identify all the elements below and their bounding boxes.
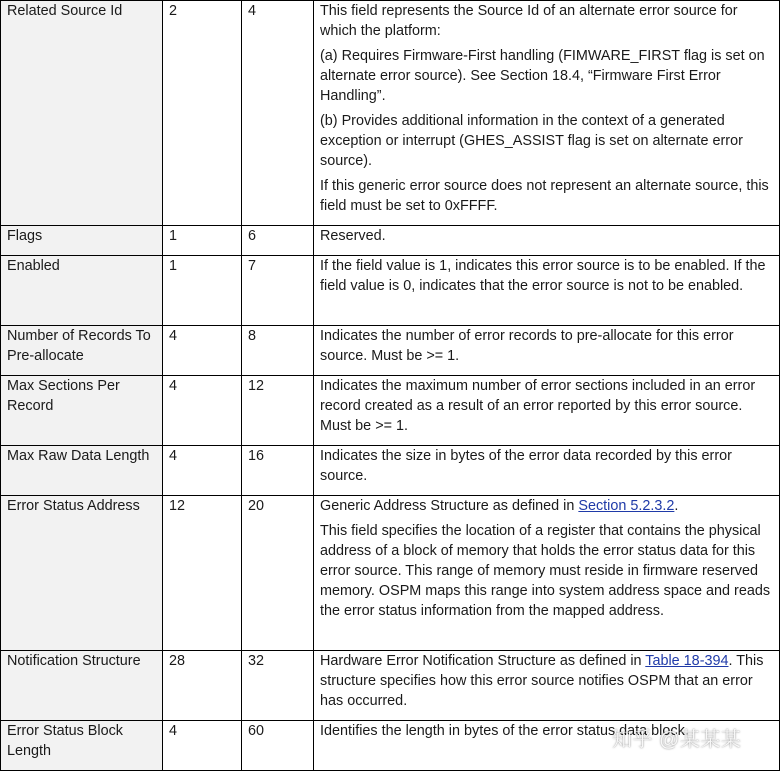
watermark: 知乎 @某某某	[612, 729, 742, 751]
field-description	[314, 651, 780, 721]
table-row	[1, 256, 780, 326]
field-name: Max Sections Per Record	[1, 376, 163, 446]
byte-length: 4	[163, 721, 242, 771]
byte-length: 4	[163, 376, 242, 446]
table-row	[1, 446, 780, 496]
description-paragraph: If the field value is 1, indicates this error source is to be enabled. If the field value is 0, indicates that the error source is not to be enabled.	[320, 258, 766, 294]
byte-offset: 7	[242, 256, 314, 326]
field-description	[314, 376, 780, 446]
description-text: Generic Address Structure as defined in	[320, 498, 579, 514]
byte-offset: 60	[242, 721, 314, 771]
field-name: Related Source Id	[1, 1, 163, 226]
byte-offset: 8	[242, 326, 314, 376]
section-link[interactable]: Section 5.2.3.2	[578, 498, 675, 514]
byte-offset: 16	[242, 446, 314, 496]
description-paragraph: (b) Provides additional information in the context of a generated exception or interrupt (GHES_ASSIST flag is set on alternate error source).	[320, 113, 743, 169]
byte-length: 4	[163, 326, 242, 376]
byte-length: 28	[163, 651, 242, 721]
byte-offset: 20	[242, 496, 314, 651]
field-description	[314, 326, 780, 376]
description-paragraph: Indicates the number of error records to pre-allocate for this error source. Must be >= 1.	[320, 328, 734, 364]
table-link[interactable]: Table 18-394	[645, 653, 729, 669]
description-paragraph: Indicates the size in bytes of the error data recorded by this error source.	[320, 448, 732, 484]
description-paragraph: If this generic error source does not represent an alternate source, this field must be set to 0xFFFF.	[320, 178, 769, 214]
byte-length: 1	[163, 226, 242, 256]
field-name: Enabled	[1, 256, 163, 326]
byte-offset: 4	[242, 1, 314, 226]
description-paragraph: This field specifies the location of a register that contains the physical address of a block of memory that holds the error status data for this error source. This range of memory must reside in firmware reserved memory. OSPM maps this range into system address space and reads the error status information from the mapped address.	[320, 523, 771, 619]
byte-length: 1	[163, 256, 242, 326]
field-description	[314, 496, 780, 651]
description-paragraph: This field represents the Source Id of an alternate error source for which the platform:	[320, 3, 738, 39]
field-description	[314, 446, 780, 496]
table-row	[1, 226, 780, 256]
field-description	[314, 256, 780, 326]
field-name: Notification Structure	[1, 651, 163, 721]
description-paragraph: Reserved.	[320, 228, 386, 244]
byte-length: 12	[163, 496, 242, 651]
field-description	[314, 1, 780, 226]
description-text: .	[674, 498, 679, 514]
field-name: Error Status Block Length	[1, 721, 163, 771]
description-text: Hardware Error Notification Structure as defined in	[320, 653, 646, 669]
field-name: Flags	[1, 226, 163, 256]
byte-offset: 12	[242, 376, 314, 446]
description-paragraph	[320, 496, 775, 516]
field-name: Number of Records To Pre-allocate	[1, 326, 163, 376]
byte-length: 2	[163, 1, 242, 226]
byte-length: 4	[163, 446, 242, 496]
table-row	[1, 326, 780, 376]
description-paragraph: (a) Requires Firmware-First handling (FIMWARE_FIRST flag is set on alternate error source). See Section 18.4, “Firmware First Error Handling”.	[320, 48, 765, 104]
field-name: Max Raw Data Length	[1, 446, 163, 496]
table-row	[1, 496, 780, 651]
table-row	[1, 376, 780, 446]
table-row	[1, 721, 780, 771]
field-description	[314, 226, 780, 256]
byte-offset: 32	[242, 651, 314, 721]
field-name: Error Status Address	[1, 496, 163, 651]
byte-offset: 6	[242, 226, 314, 256]
table-row	[1, 651, 780, 721]
table-row	[1, 1, 780, 226]
description-paragraph: Indicates the maximum number of error sections included in an error record created as a result of an error reported by this error source. Must be >= 1.	[320, 378, 756, 434]
field-description	[314, 721, 780, 771]
description-paragraph: Identifies the length in bytes of the error status data block.	[320, 723, 689, 739]
description-paragraph	[320, 651, 775, 711]
description-text: . This structure specifies how this error source notifies OSPM that an error has occurred.	[320, 653, 764, 709]
